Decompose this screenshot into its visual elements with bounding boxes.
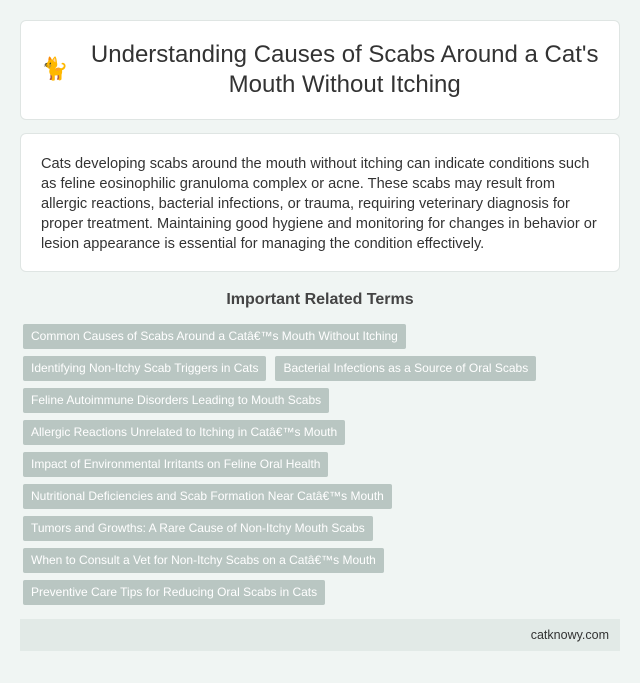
related-terms-row [23, 452, 623, 477]
related-term-tag[interactable]: Bacterial Infections as a Source of Oral Scabs [275, 356, 536, 381]
related-term-tag[interactable]: Preventive Care Tips for Reducing Oral Scabs in Cats [23, 580, 325, 605]
related-term-tag[interactable]: Common Causes of Scabs Around a Catâ€™s Mouth Without Itching [23, 324, 406, 349]
related-term-tag[interactable]: Feline Autoimmune Disorders Leading to Mouth Scabs [23, 388, 329, 413]
related-terms-row [23, 484, 623, 509]
footer-site-link[interactable]: catknowy.com [530, 628, 609, 642]
related-term-tag[interactable]: Identifying Non-Itchy Scab Triggers in Cats [23, 356, 266, 381]
title-row [21, 40, 619, 100]
related-terms-row [23, 548, 623, 573]
summary-text: Cats developing scabs around the mouth without itching can indicate conditions such as feline eosinophilic granuloma complex or acne. These scabs may result from allergic reactions, bacterial infections, or trauma, requiring veterinary diagnosis for proper treatment. Maintaining good hygiene and monitoring for changes in behavior or lesion appearance is essential for managing the condition effectively. [41, 156, 597, 252]
related-terms-row [23, 356, 623, 381]
title-card [20, 20, 620, 120]
related-term-tag[interactable]: Nutritional Deficiencies and Scab Formation Near Catâ€™s Mouth [23, 484, 392, 509]
related-terms-row [23, 420, 623, 445]
related-terms-list [23, 324, 623, 612]
related-term-tag[interactable]: When to Consult a Vet for Non-Itchy Scabs on a Catâ€™s Mouth [23, 548, 384, 573]
page-title: Understanding Causes of Scabs Around a Cat's Mouth Without Itching [90, 41, 599, 98]
footer [20, 619, 620, 651]
related-terms-row [23, 388, 623, 413]
related-terms-row [23, 324, 623, 349]
related-terms-row [23, 516, 623, 541]
related-terms-row [23, 580, 623, 605]
related-term-tag[interactable]: Tumors and Growths: A Rare Cause of Non-Itchy Mouth Scabs [23, 516, 373, 541]
cat-icon: 🐈 [41, 56, 69, 81]
related-terms-heading: Important Related Terms [226, 291, 414, 308]
related-term-tag[interactable]: Impact of Environmental Irritants on Feline Oral Health [23, 452, 328, 477]
related-term-tag[interactable]: Allergic Reactions Unrelated to Itching in Catâ€™s Mouth [23, 420, 345, 445]
summary-card [20, 133, 620, 272]
